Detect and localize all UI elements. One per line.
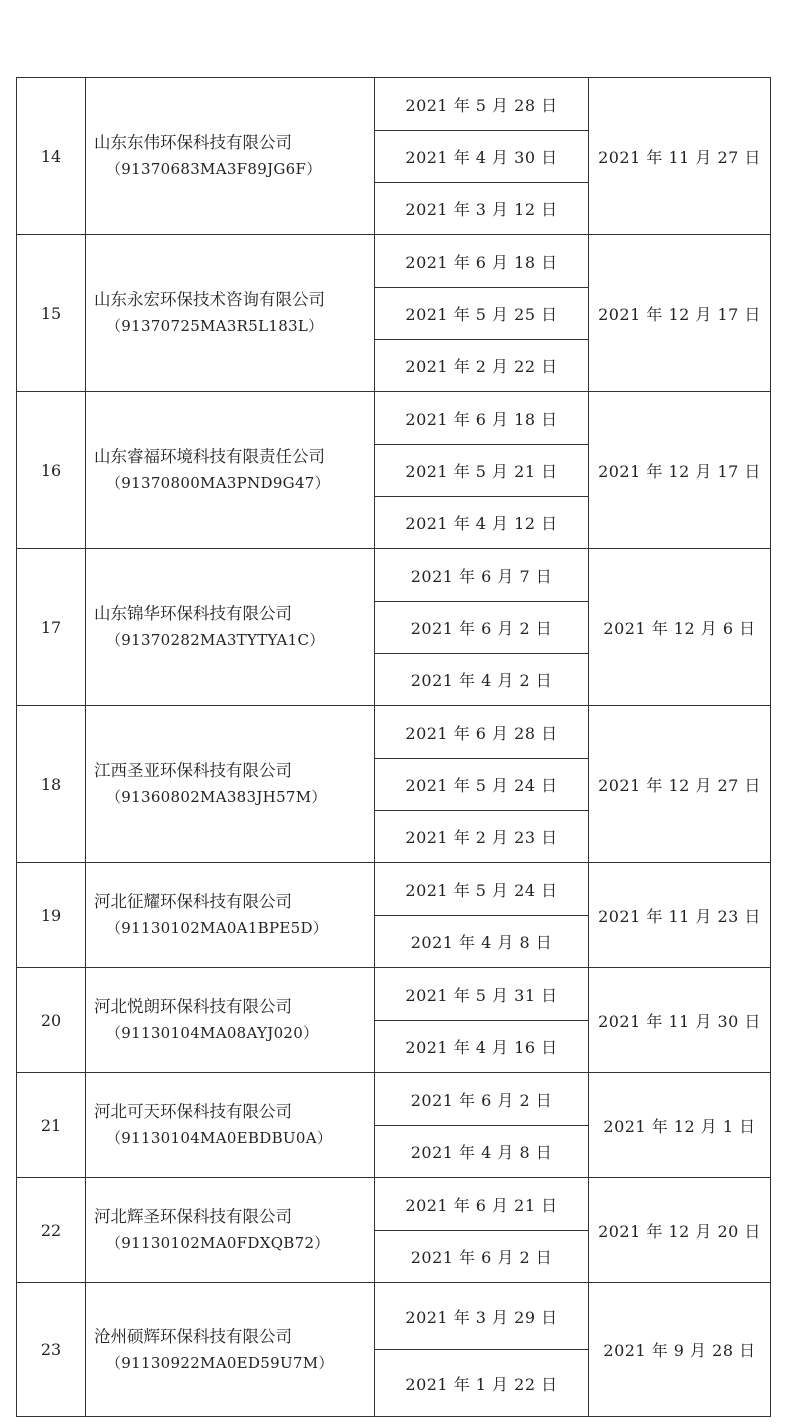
report-date-cell: 2021 年 3 月 12 日	[375, 183, 589, 235]
company-name: 河北悦朗环保科技有限公司	[94, 997, 292, 1016]
row-number-cell: 18	[17, 706, 86, 863]
company-cell	[86, 235, 375, 392]
company-cell	[86, 1178, 375, 1283]
company-cell	[86, 549, 375, 706]
report-date-cell: 2021 年 6 月 28 日	[375, 706, 589, 759]
deadline-date-cell: 2021 年 12 月 1 日	[589, 1073, 771, 1178]
credit-code: （91370683MA3F89JG6F）	[106, 160, 322, 178]
credit-code: （91370725MA3R5L183L）	[106, 317, 324, 335]
table-row	[17, 706, 771, 759]
report-date-cell: 2021 年 4 月 12 日	[375, 497, 589, 549]
company-cell	[86, 968, 375, 1073]
row-number-cell: 22	[17, 1178, 86, 1283]
report-date-cell: 2021 年 6 月 7 日	[375, 549, 589, 602]
company-name: 江西圣亚环保科技有限公司	[94, 761, 292, 780]
table-row	[17, 392, 771, 445]
company-cell	[86, 392, 375, 549]
report-date-cell: 2021 年 3 月 29 日	[375, 1283, 589, 1350]
company-name: 河北辉圣环保科技有限公司	[94, 1207, 292, 1226]
table-row	[17, 1283, 771, 1350]
report-date-cell: 2021 年 4 月 16 日	[375, 1021, 589, 1073]
report-date-cell: 2021 年 6 月 18 日	[375, 392, 589, 445]
deadline-date-cell: 2021 年 12 月 6 日	[589, 549, 771, 706]
report-date-cell: 2021 年 4 月 2 日	[375, 654, 589, 706]
deadline-date-cell: 2021 年 11 月 27 日	[589, 78, 771, 235]
row-number-cell: 16	[17, 392, 86, 549]
report-date-cell: 2021 年 6 月 21 日	[375, 1178, 589, 1231]
credit-code: （91370282MA3TYTYA1C）	[106, 631, 325, 649]
credit-code: （91130104MA0EBDBU0A）	[106, 1129, 333, 1147]
table-row	[17, 968, 771, 1021]
company-name: 沧州硕辉环保科技有限公司	[94, 1326, 292, 1346]
report-date-cell: 2021 年 5 月 31 日	[375, 968, 589, 1021]
report-date-cell: 2021 年 4 月 30 日	[375, 131, 589, 183]
credit-code: （91130104MA08AYJ020）	[106, 1024, 319, 1042]
table-row	[17, 549, 771, 602]
table-row	[17, 235, 771, 288]
report-date-cell: 2021 年 4 月 8 日	[375, 1126, 589, 1178]
deadline-date-cell: 2021 年 12 月 17 日	[589, 392, 771, 549]
company-cell	[86, 1283, 375, 1417]
deadline-date-cell: 2021 年 12 月 20 日	[589, 1178, 771, 1283]
credit-code: （91360802MA383JH57M）	[106, 788, 327, 806]
company-name: 山东永宏环保技术咨询有限公司	[94, 290, 325, 309]
report-date-cell: 2021 年 2 月 22 日	[375, 340, 589, 392]
deadline-date-cell: 2021 年 11 月 23 日	[589, 863, 771, 968]
deadline-date-cell: 2021 年 12 月 17 日	[589, 235, 771, 392]
row-number-cell: 17	[17, 549, 86, 706]
company-name: 河北征耀环保科技有限公司	[94, 892, 292, 911]
report-date-cell: 2021 年 1 月 22 日	[375, 1350, 589, 1417]
credit-code: （91130102MA0A1BPE5D）	[106, 919, 329, 937]
table-row	[17, 78, 771, 131]
company-cell	[86, 863, 375, 968]
row-number-cell: 23	[17, 1283, 86, 1417]
report-date-cell: 2021 年 6 月 2 日	[375, 1231, 589, 1283]
report-date-cell: 2021 年 6 月 2 日	[375, 1073, 589, 1126]
company-name: 山东睿福环境科技有限责任公司	[94, 447, 325, 466]
report-date-cell: 2021 年 5 月 24 日	[375, 759, 589, 811]
report-date-cell: 2021 年 5 月 28 日	[375, 78, 589, 131]
company-cell	[86, 1073, 375, 1178]
table-row	[17, 1178, 771, 1231]
report-date-cell: 2021 年 5 月 25 日	[375, 288, 589, 340]
credit-code: （91130102MA0FDXQB72）	[106, 1234, 330, 1252]
table-row	[17, 863, 771, 916]
report-date-cell: 2021 年 5 月 24 日	[375, 863, 589, 916]
row-number-cell: 20	[17, 968, 86, 1073]
report-date-cell: 2021 年 4 月 8 日	[375, 916, 589, 968]
report-date-cell: 2021 年 2 月 23 日	[375, 811, 589, 863]
company-cell	[86, 78, 375, 235]
table-row	[17, 1073, 771, 1126]
deadline-date-cell: 2021 年 12 月 27 日	[589, 706, 771, 863]
row-number-cell: 19	[17, 863, 86, 968]
deadline-date-cell: 2021 年 11 月 30 日	[589, 968, 771, 1073]
report-date-cell: 2021 年 6 月 18 日	[375, 235, 589, 288]
company-name: 河北可天环保科技有限公司	[94, 1102, 292, 1121]
deadline-date-cell: 2021 年 9 月 28 日	[589, 1283, 771, 1417]
company-cell	[86, 706, 375, 863]
row-number-cell: 21	[17, 1073, 86, 1178]
row-number-cell: 15	[17, 235, 86, 392]
table-body	[17, 78, 771, 1417]
report-date-cell: 2021 年 6 月 2 日	[375, 602, 589, 654]
report-date-cell: 2021 年 5 月 21 日	[375, 445, 589, 497]
company-name: 山东锦华环保科技有限公司	[94, 604, 292, 623]
row-number-cell: 14	[17, 78, 86, 235]
enterprise-table	[16, 77, 771, 1417]
credit-code: （91130922MA0ED59U7M）	[106, 1353, 334, 1372]
company-name: 山东东伟环保科技有限公司	[94, 133, 292, 152]
credit-code: （91370800MA3PND9G47）	[106, 474, 330, 492]
